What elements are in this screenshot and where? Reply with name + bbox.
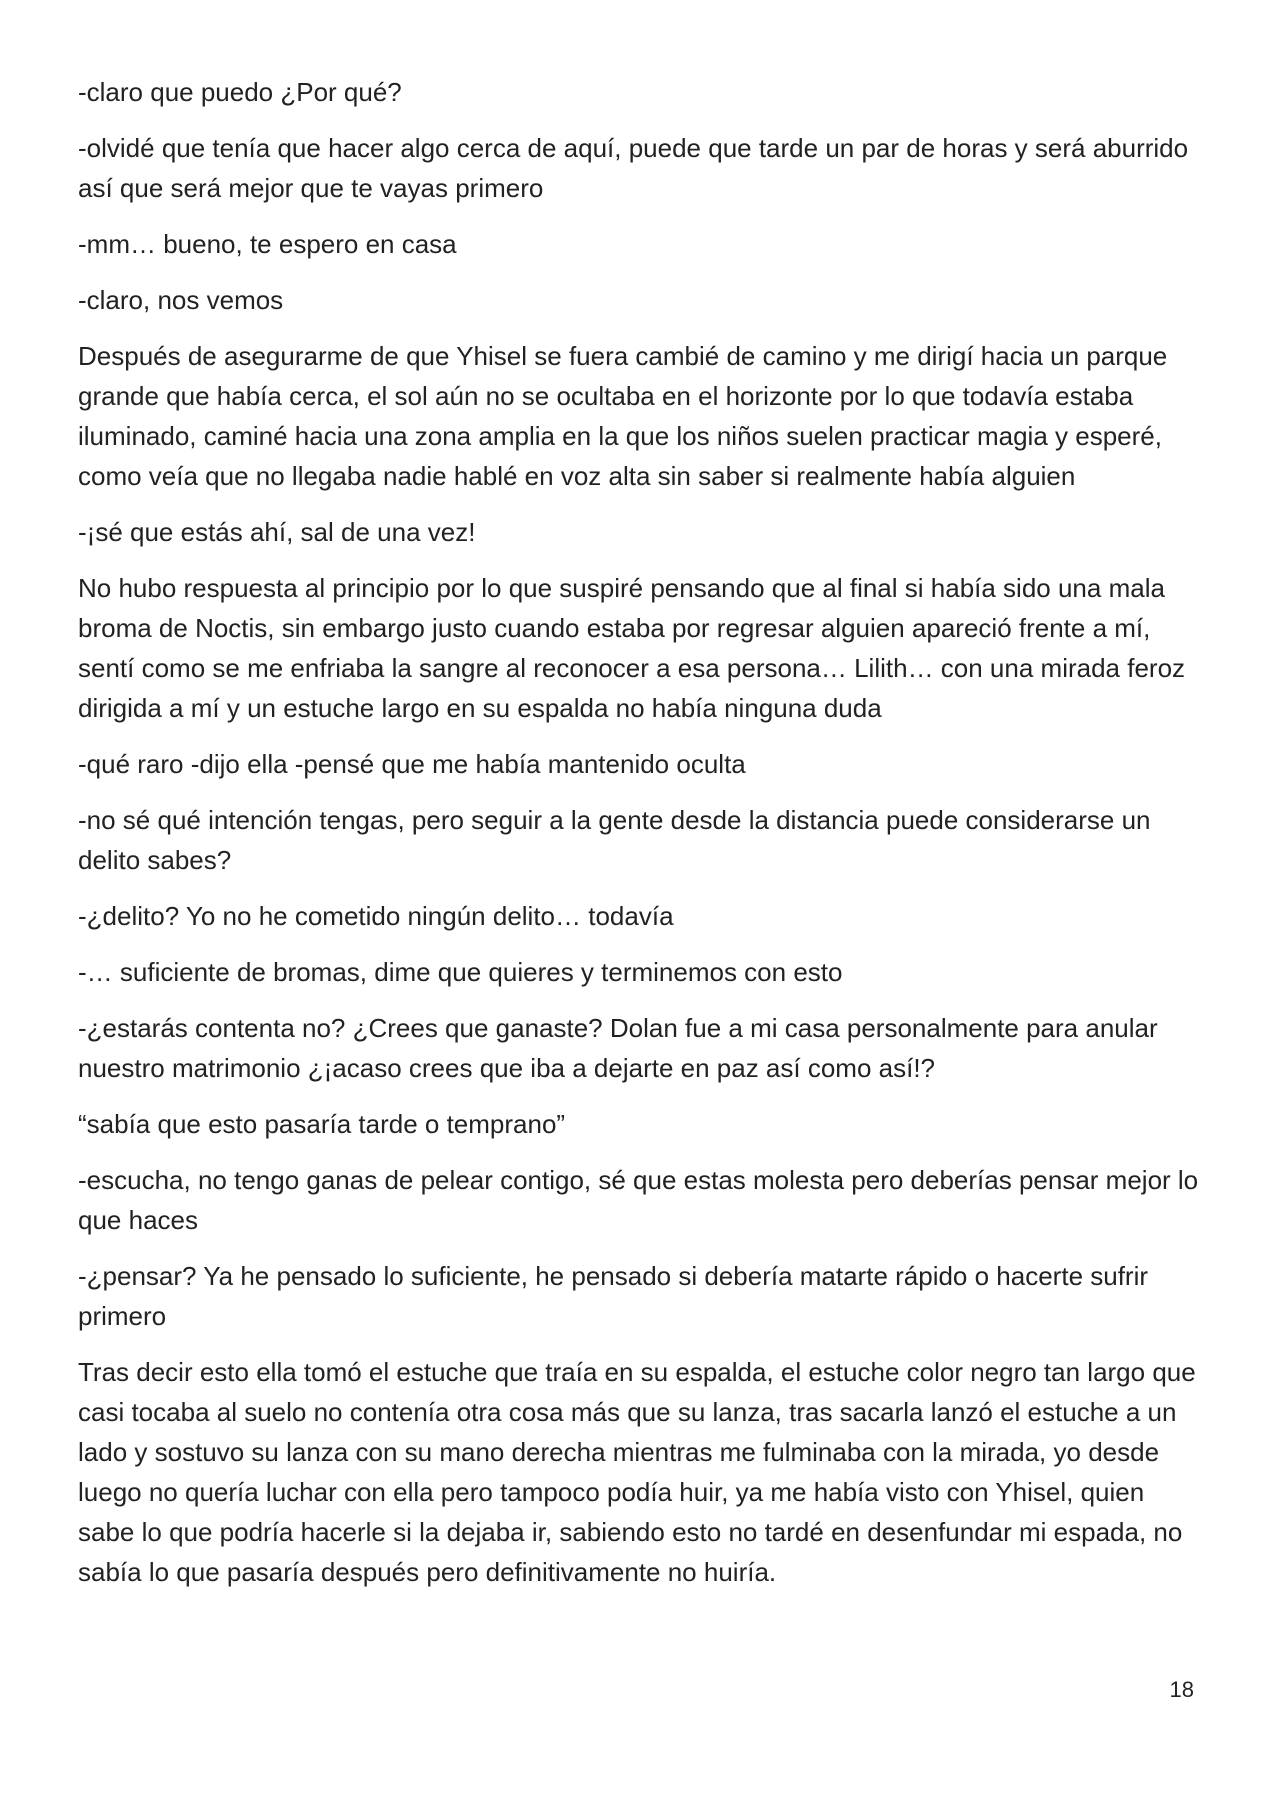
paragraph: -¿pensar? Ya he pensado lo suficiente, he pensado si debería matarte rápido o hacerte sufrir primero: [78, 1261, 1149, 1331]
paragraph: -¡sé que estás ahí, sal de una vez!: [78, 517, 476, 547]
paragraph: -olvidé que tenía que hacer algo cerca de aquí, puede que tarde un par de horas y será aburrido así que será mejor que te vayas primero: [78, 133, 1189, 203]
paragraph: -… suficiente de bromas, dime que quieres y terminemos con esto: [78, 957, 843, 987]
paragraph: Después de asegurarme de que Yhisel se fuera cambié de camino y me dirigí hacia un parque grande que había cerca, el sol aún no se ocultaba en el horizonte por lo que todavía estaba iluminado, caminé hacia una zona amplia en la que los niños suelen practicar magia y esperé, como veía que no llegaba nadie hablé en voz alta sin saber si realmente había alguien: [78, 341, 1168, 491]
paragraph: -¿delito? Yo no he cometido ningún delito… todavía: [78, 901, 674, 931]
paragraph: -qué raro -dijo ella -pensé que me había mantenido oculta: [78, 749, 746, 779]
paragraph: No hubo respuesta al principio por lo que suspiré pensando que al final si había sido una mala broma de Noctis, sin embargo justo cuando estaba por regresar alguien apareció frente a mí, sentí como se me enfriaba la sangre al reconocer a esa persona… Lilith… con una mirada feroz dirigida a mí y un estuche largo en su espalda no había ninguna duda: [78, 573, 1186, 723]
paragraph: “sabía que esto pasaría tarde o temprano”: [78, 1109, 566, 1139]
document-body: [78, 72, 1202, 1592]
page-number: 18: [1169, 1677, 1194, 1702]
paragraph: -claro que puedo ¿Por qué?: [78, 77, 402, 107]
paragraph: -¿estarás contenta no? ¿Crees que ganaste? Dolan fue a mi casa personalmente para anular nuestro matrimonio ¿¡acaso crees que iba a dejarte en paz así como así!?: [78, 1013, 1158, 1083]
paragraph: -claro, nos vemos: [78, 285, 284, 315]
paragraph: -no sé qué intención tengas, pero seguir a la gente desde la distancia puede considerarse un delito sabes?: [78, 805, 1151, 875]
paragraph: -mm… bueno, te espero en casa: [78, 229, 457, 259]
paragraph: -escucha, no tengo ganas de pelear contigo, sé que estas molesta pero deberías pensar mejor lo que haces: [78, 1165, 1199, 1235]
paragraph: Tras decir esto ella tomó el estuche que traía en su espalda, el estuche color negro tan largo que casi tocaba al suelo no contenía otra cosa más que su lanza, tras sacarla lanzó el estuche a un lado y sostuvo su lanza con su mano derecha mientras me fulminaba con la mirada, yo desde luego no quería luchar con ella pero tampoco podía huir, ya me había visto con Yhisel, quien sabe lo que podría hacerle si la dejaba ir, sabiendo esto no tardé en desenfundar mi espada, no sabía lo que pasaría después pero definitivamente no huiría.: [78, 1357, 1196, 1587]
